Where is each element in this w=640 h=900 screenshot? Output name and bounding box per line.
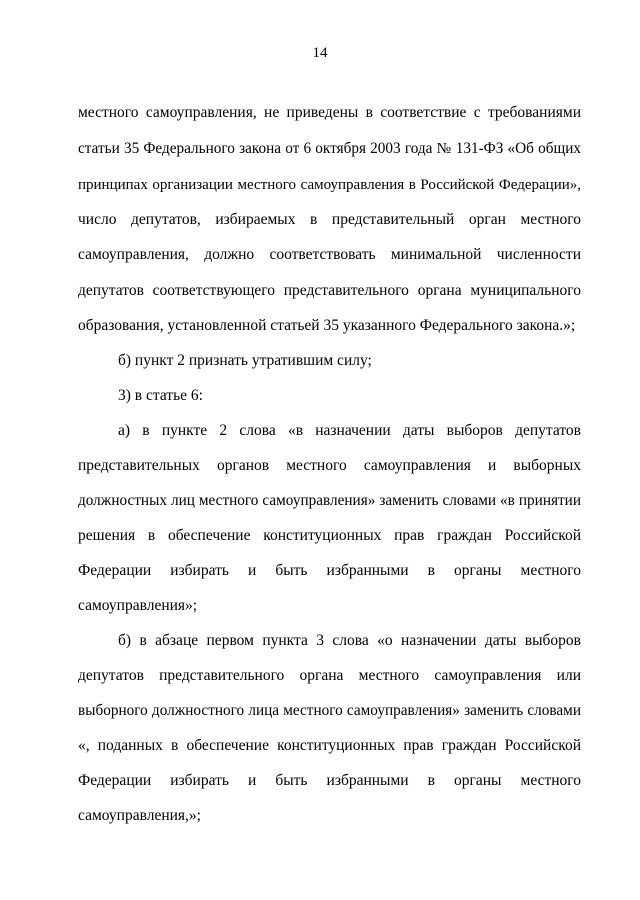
text-line: число депутатов, избираемых в представительный орган местного: [78, 211, 581, 228]
text-line: а) в пункте 2 слова «в назначении даты выборов депутатов: [118, 422, 581, 439]
text-line: б) в абзаце первом пункта 3 слова «о назначении даты выборов: [118, 632, 581, 649]
text-line: депутатов соответствующего представительного органа муниципального: [78, 282, 581, 299]
text-line: должностных лиц местного самоуправления» заменить словами «в принятии: [78, 492, 581, 509]
text-line: «, поданных в обеспечение конституционных прав граждан Российской: [78, 737, 581, 754]
text-line: образования, установленной статьей 35 указанного Федерального закона.»;: [78, 317, 576, 334]
text-line: принципах организации местного самоуправления в Российской Федерации»,: [78, 177, 581, 193]
text-line: Федерации избирать и быть избранными в органы местного: [78, 562, 581, 579]
text-line: б) пункт 2 признать утратившим силу;: [118, 352, 372, 369]
page-number: 14: [312, 45, 328, 61]
text-line: выборного должностного лица местного самоуправления» заменить словами: [78, 702, 581, 719]
text-line: 3) в статье 6:: [118, 387, 203, 404]
text-line: самоуправления, должно соответствовать минимальной численности: [78, 246, 581, 263]
text-line: представительных органов местного самоуправления и выборных: [78, 457, 581, 474]
text-line: самоуправления»;: [78, 597, 198, 614]
text-line: местного самоуправления, не приведены в соответствие с требованиями: [78, 104, 581, 121]
text-line: самоуправления,»;: [78, 807, 201, 824]
text-line: решения в обеспечение конституционных прав граждан Российской: [78, 527, 581, 544]
text-line: статьи 35 Федерального закона от 6 октября 2003 года № 131-ФЗ «Об общих: [78, 140, 581, 157]
text-line: депутатов представительного органа местного самоуправления или: [78, 667, 581, 684]
text-line: Федерации избирать и быть избранными в органы местного: [78, 772, 581, 789]
